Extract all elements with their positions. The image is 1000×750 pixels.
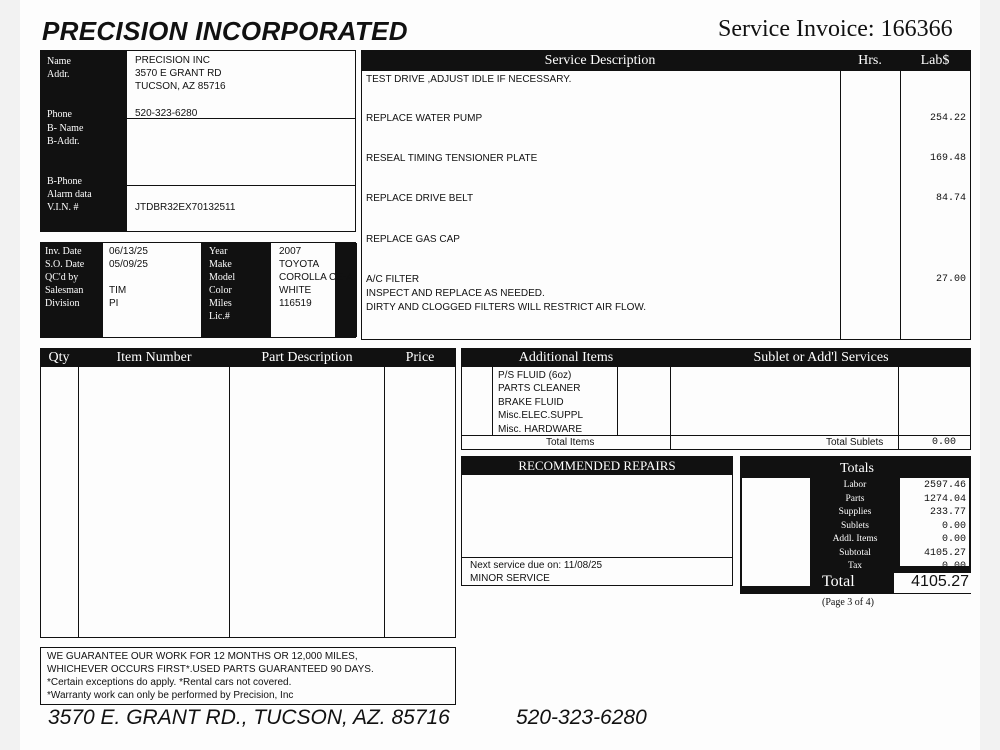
recommended-repairs-header: RECOMMENDED REPAIRS [518, 458, 676, 473]
part-description-header: Part Description [261, 350, 353, 365]
service-line: REPLACE DRIVE BELT [366, 193, 474, 204]
label-salesman: Salesman [45, 285, 84, 296]
totals-row-label: Addl. Items [832, 534, 878, 544]
vehicle-year: 2007 [279, 246, 302, 257]
service-line-labor: 169.48 [929, 153, 966, 164]
label-year: Year [209, 246, 228, 257]
warranty-block [40, 647, 456, 705]
next-service-due: Next service due on: 11/08/25 [470, 560, 603, 571]
warranty-line-4: *Warranty work can only be performed by Precision, Inc [47, 690, 294, 701]
totals-row-value: 0.00 [941, 561, 966, 572]
totals-row-value: 2597.46 [923, 480, 966, 491]
footer-phone: 520-323-6280 [516, 706, 647, 729]
totals-row-value: 1274.04 [923, 493, 966, 505]
additional-item: P/S FLUID (6oz) [498, 370, 572, 381]
label-qcd-by: QC'd by [45, 272, 79, 283]
additional-items-header: Additional Items [518, 350, 614, 365]
totals-row-label: Parts [845, 493, 865, 504]
label-color: Color [209, 285, 232, 296]
label-lic: Lic.# [209, 311, 230, 322]
totals-row-label: Sublets [841, 520, 869, 531]
service-line-labor: 254.22 [929, 113, 966, 124]
customer-phone: 520-323-6280 [135, 108, 198, 119]
label-phone: Phone [47, 109, 72, 120]
additional-block [461, 348, 971, 450]
vin-number: JTDBR32EX70132511 [135, 202, 236, 213]
totals-row-label: Tax [847, 561, 863, 571]
vehicle-color: WHITE [279, 285, 312, 296]
total-sublets-label: Total Sublets [826, 437, 884, 448]
label-vin: V.I.N. # [47, 202, 79, 213]
total-sublets-value: 0.00 [932, 437, 957, 448]
company-name: PRECISION INCORPORATED [42, 16, 408, 46]
additional-item: Misc. HARDWARE [498, 423, 583, 435]
vehicle-block [40, 242, 356, 338]
qty-header: Qty [48, 350, 70, 365]
service-line: RESEAL TIMING TENSIONER PLATE [366, 153, 538, 164]
invoice-title: Service Invoice: 166366 [718, 16, 953, 42]
service-line-labor: 84.74 [935, 193, 966, 204]
customer-name: PRECISION INC [135, 55, 211, 66]
recommended-block [461, 456, 733, 586]
warranty-line-3: *Certain exceptions do apply. *Rental cars not covered. [47, 677, 292, 688]
customer-addr-line1: 3570 E GRANT RD [135, 68, 222, 79]
hrs-header: Hrs. [858, 53, 882, 68]
grand-total-label: Total [822, 573, 855, 590]
parts-block [40, 348, 456, 638]
warranty-line-1: WE GUARANTEE OUR WORK FOR 12 MONTHS OR 12,000 MILES, [47, 651, 358, 662]
label-name: Name [47, 56, 71, 67]
division: PI [109, 298, 119, 309]
lab-header: Lab$ [920, 53, 950, 68]
label-miles: Miles [209, 298, 232, 309]
customer-addr-line2: TUCSON, AZ 85716 [135, 81, 226, 92]
totals-row-label: Supplies [838, 507, 872, 517]
salesman: TIM [109, 285, 127, 296]
footer-address: 3570 E. GRANT RD., TUCSON, AZ. 85716 [48, 706, 450, 729]
service-line: DIRTY AND CLOGGED FILTERS WILL RESTRICT AIR FLOW. [366, 302, 647, 313]
service-block [361, 50, 971, 340]
label-model: Model [209, 272, 236, 283]
service-type: MINOR SERVICE [470, 573, 550, 584]
label-addr: Addr. [47, 69, 70, 80]
label-inv-date: Inv. Date [45, 246, 82, 257]
label-bname: B- Name [47, 123, 84, 134]
totals-row-value: 0.00 [941, 534, 966, 545]
inv-date: 06/13/25 [109, 246, 148, 257]
invoice-sheet [20, 0, 980, 750]
service-line: A/C FILTER [366, 274, 420, 285]
service-line: REPLACE WATER PUMP [366, 113, 483, 124]
totals-row-value: 0.00 [941, 520, 966, 532]
so-date: 05/09/25 [109, 259, 148, 270]
label-division: Division [45, 298, 80, 309]
grand-total-value: 4105.27 [911, 573, 969, 590]
service-line-labor: 27.00 [935, 274, 966, 285]
item-number-header: Item Number [116, 350, 192, 365]
additional-item: BRAKE FLUID [498, 396, 564, 408]
label-so-date: S.O. Date [45, 259, 85, 270]
warranty-line-2: WHICHEVER OCCURS FIRST*.USED PARTS GUARANTEED 90 DAYS. [47, 664, 374, 675]
totals-row-label: Labor [843, 480, 867, 490]
sublet-header: Sublet or Add'l Services [753, 350, 889, 365]
total-items-label: Total Items [546, 437, 595, 448]
vehicle-make: TOYOTA [279, 259, 320, 270]
vehicle-model: COROLLA CE-A [279, 272, 353, 283]
totals-block [740, 456, 971, 594]
label-baddr: B-Addr. [47, 136, 80, 147]
label-make: Make [209, 259, 232, 270]
additional-item: Misc.ELEC.SUPPL [498, 410, 584, 422]
customer-block [40, 50, 356, 232]
totals-row-value: 233.77 [929, 507, 966, 518]
service-line: INSPECT AND REPLACE AS NEEDED. [366, 288, 545, 299]
vehicle-miles: 116519 [279, 298, 312, 309]
service-line: REPLACE GAS CAP [366, 234, 460, 245]
service-line: TEST DRIVE ,ADJUST IDLE IF NECESSARY. [366, 74, 572, 85]
label-alarm: Alarm data [47, 189, 92, 200]
service-description-header: Service Description [544, 53, 656, 68]
totals-header: Totals [839, 461, 874, 476]
totals-row-label: Subtotal [839, 547, 871, 558]
page-indicator: (Page 3 of 4) [822, 597, 874, 608]
price-header: Price [405, 350, 435, 365]
totals-row-value: 4105.27 [923, 547, 966, 559]
label-bphone: B-Phone [47, 176, 82, 187]
additional-item: PARTS CLEANER [498, 383, 581, 395]
